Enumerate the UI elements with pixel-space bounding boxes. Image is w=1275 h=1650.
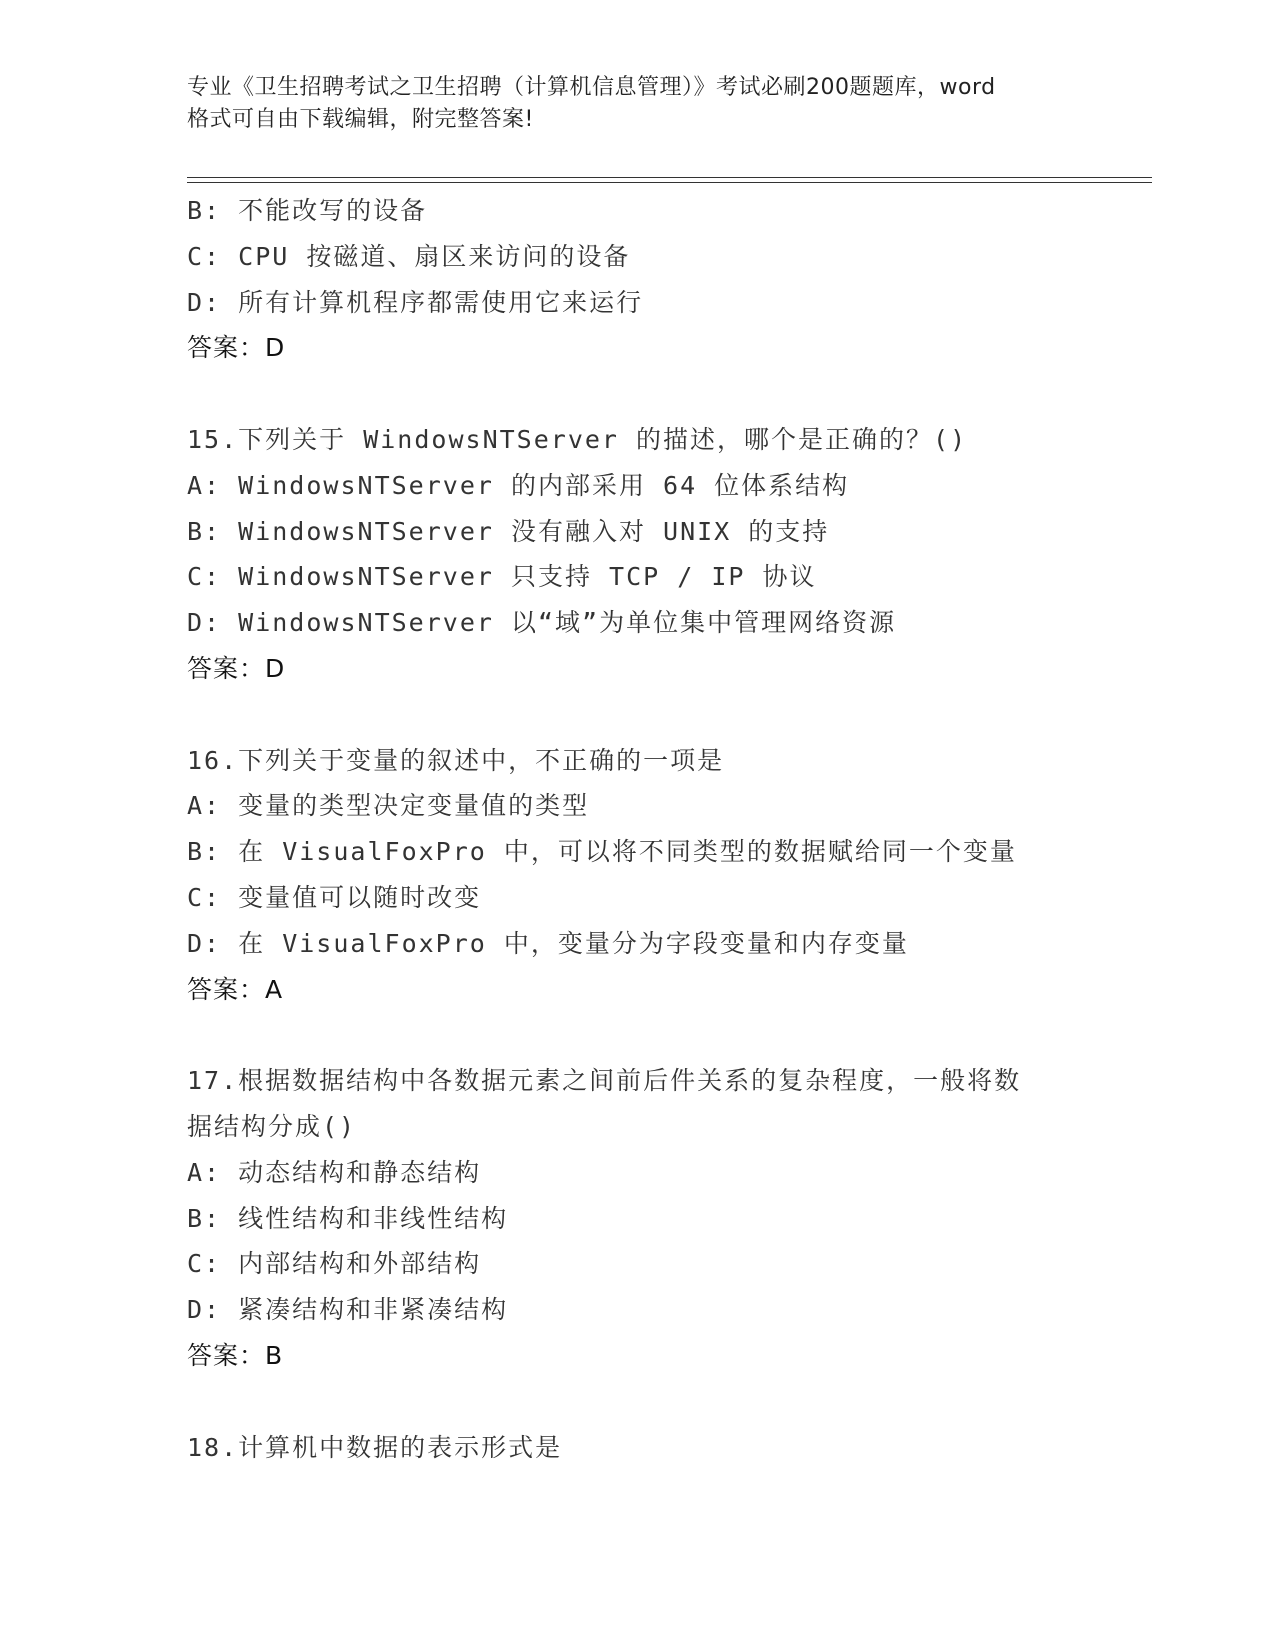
- document-header: [187, 72, 1087, 136]
- option-b: B: 在 VisualFoxPro 中，可以将不同类型的数据赋给同一个变量: [187, 837, 1017, 867]
- option-d: D: 所有计算机程序都需使用它来运行: [187, 287, 644, 317]
- question-list: [187, 188, 1147, 1470]
- header-line-2: 格式可自由下载编辑，附完整答案!: [187, 107, 534, 132]
- option-b: B: WindowsNTServer 没有融入对 UNIX 的支持: [187, 516, 830, 546]
- question-stem-line-2: 据结构分成(): [187, 1111, 357, 1141]
- option-d: D: WindowsNTServer 以“域”为单位集中管理网络资源: [187, 608, 897, 638]
- header-line-1: 专业《卫生招聘考试之卫生招聘（计算机信息管理）》考试必刷200题题库，word: [187, 75, 996, 100]
- option-c: C: WindowsNTServer 只支持 TCP / IP 协议: [187, 562, 817, 592]
- question-stem-line-1: 17.根据数据结构中各数据元素之间前后件关系的复杂程度，一般将数: [187, 1066, 1022, 1096]
- option-c: C: CPU 按磁道、扇区来访问的设备: [187, 241, 631, 271]
- question-15: [187, 417, 1147, 692]
- option-d: D: 在 VisualFoxPro 中，变量分为字段变量和内存变量: [187, 928, 909, 958]
- option-a: A: 动态结构和静态结构: [187, 1157, 482, 1187]
- spacer: [187, 1379, 1147, 1425]
- question-18: [187, 1425, 1147, 1471]
- spacer: [187, 692, 1147, 738]
- header-rule-top: [187, 177, 1152, 178]
- question-16: [187, 738, 1147, 1013]
- question-14-tail: [187, 188, 1147, 371]
- option-b: B: 不能改写的设备: [187, 196, 428, 225]
- spacer: [187, 1012, 1147, 1058]
- answer: 答案：B: [187, 1340, 284, 1370]
- option-c: C: 内部结构和外部结构: [187, 1249, 482, 1279]
- question-stem: 15.下列关于 WindowsNTServer 的描述，哪个是正确的？(): [187, 424, 968, 454]
- question-stem: 18.计算机中数据的表示形式是: [187, 1432, 563, 1462]
- header-rule-bottom: [187, 182, 1152, 183]
- answer: 答案：A: [187, 974, 284, 1004]
- spacer: [187, 371, 1147, 417]
- option-a: A: WindowsNTServer 的内部采用 64 位体系结构: [187, 470, 850, 500]
- answer: 答案：D: [187, 333, 286, 363]
- option-b: B: 线性结构和非线性结构: [187, 1203, 509, 1233]
- question-stem: 16.下列关于变量的叙述中，不正确的一项是: [187, 745, 725, 775]
- option-d: D: 紧凑结构和非紧凑结构: [187, 1295, 509, 1325]
- option-a: A: 变量的类型决定变量值的类型: [187, 791, 590, 821]
- question-17: [187, 1058, 1147, 1379]
- option-c: C: 变量值可以随时改变: [187, 882, 482, 912]
- answer: 答案：D: [187, 653, 286, 683]
